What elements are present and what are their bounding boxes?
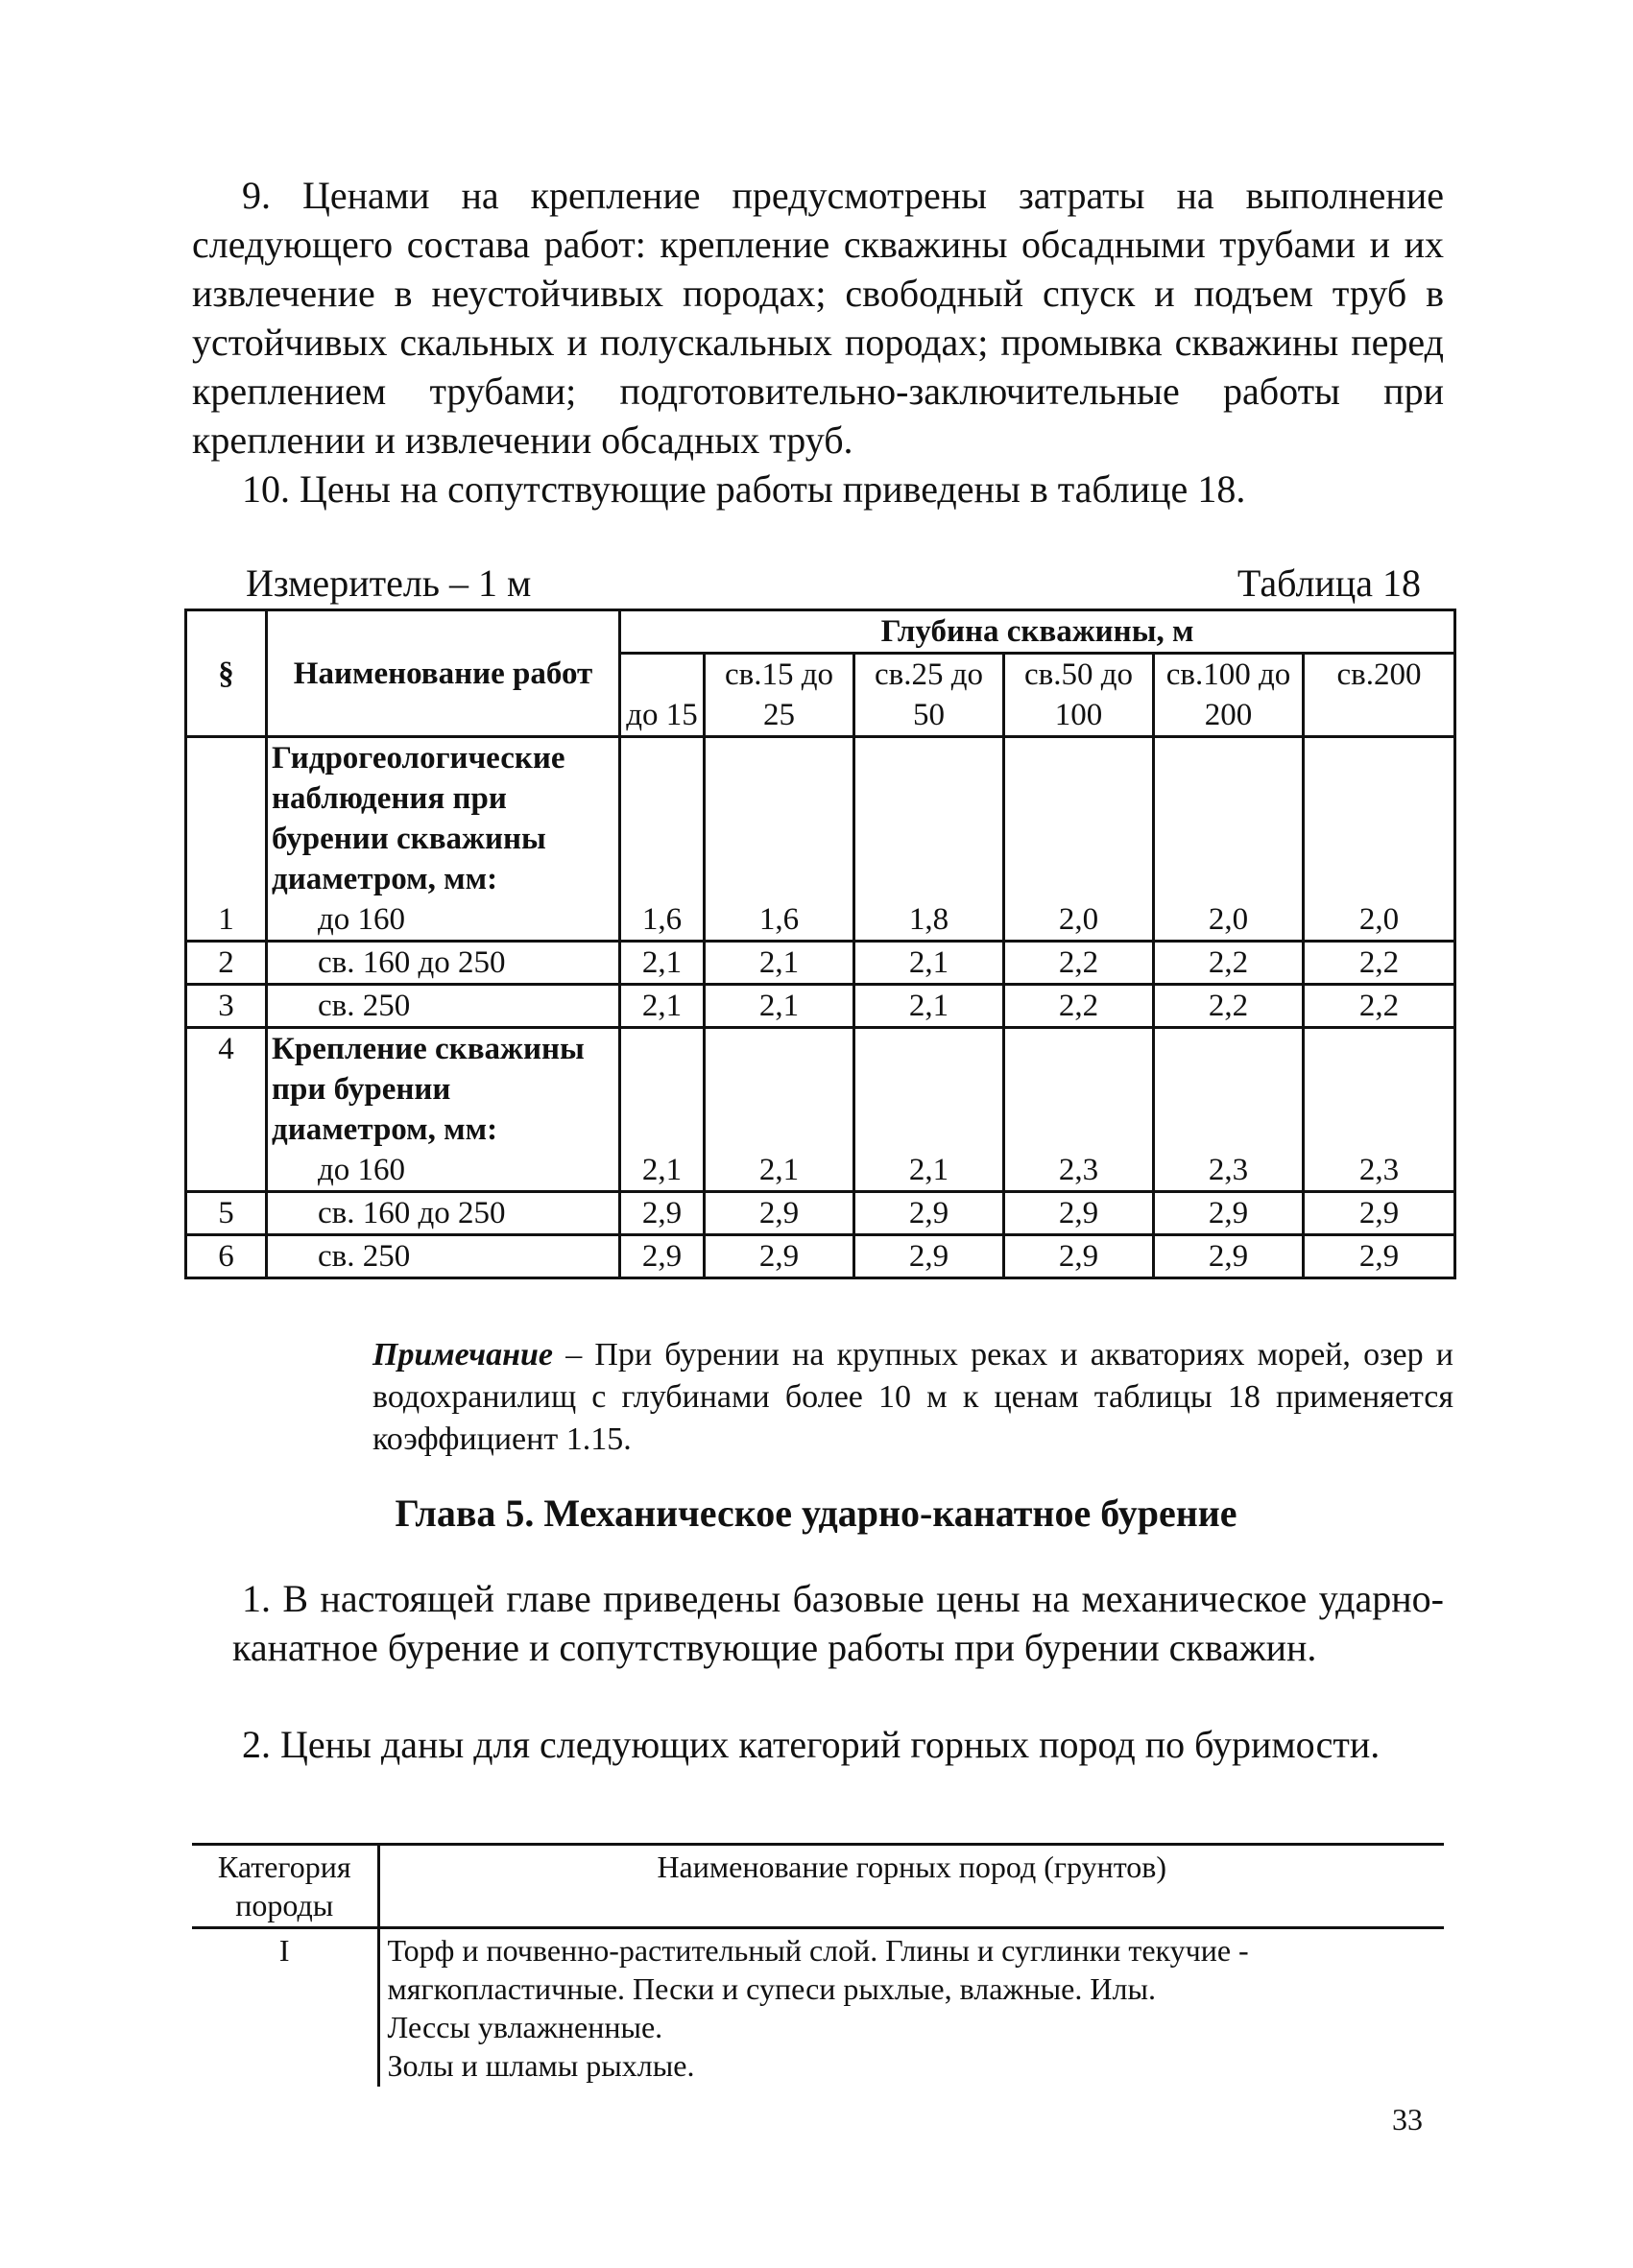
table-row [186,1028,1455,1192]
row-number: 2 [186,942,267,985]
table-cell: 2,1 [705,942,854,985]
row-group-label [267,737,620,942]
table-title: Таблица 18 [1237,561,1421,605]
table-cell: 2,9 [1304,1235,1455,1278]
row-label: св. 250 [267,985,620,1028]
row-number: 1 [186,737,267,942]
table-cell: 2,0 [1004,737,1154,942]
table-cell: 2,9 [620,1192,705,1235]
table-cell: 2,3 [1004,1028,1154,1192]
table-row [186,737,1455,942]
table-cell: 2,9 [705,1235,854,1278]
table-cell: 1,6 [620,737,705,942]
page-number: 33 [1392,2102,1423,2137]
table-row [192,1928,1444,2088]
chapter-paragraph-2 [232,1720,1444,1769]
table-cell: 2,1 [854,985,1004,1028]
row-number: 6 [186,1235,267,1278]
depth-col-header: св.200 [1304,654,1455,737]
table-cell: 2,9 [854,1192,1004,1235]
depth-col-header: св.15 до 25 [705,654,854,737]
chapter-paragraph-1 [232,1574,1444,1672]
table-cell: 2,9 [1004,1235,1154,1278]
row-group-label [267,1028,620,1192]
depth-col-header: св.25 до 50 [854,654,1004,737]
table-row [186,1192,1455,1235]
table-cell: 2,9 [1154,1192,1304,1235]
column-header-section: § [186,610,267,737]
row-label: св. 160 до 250 [267,1192,620,1235]
table-cell: 2,2 [1004,985,1154,1028]
table-header-row-1 [186,610,1455,654]
table-cell: 2,1 [620,942,705,985]
group-title: Гидрогеологические наблюдения при бурении скважины диаметром, мм: [272,741,565,896]
chapter-title: Глава 5. Механическое ударно-канатное бурение [395,1492,1237,1535]
table-cell: 2,1 [854,942,1004,985]
chapter-paragraph-2-text: 2. Цены даны для следующих категорий горных пород по буримости. [242,1723,1381,1766]
table-cell: 2,9 [620,1235,705,1278]
table-cell: 2,9 [705,1192,854,1235]
table-cell: 2,9 [854,1235,1004,1278]
paragraph-10 [192,465,1444,513]
table-cell: 2,2 [1154,985,1304,1028]
rock-description [378,1928,1444,2088]
note-text: – При бурении на крупных реках и акваториях морей, озер и водохранилищ с глубинами более 10 м к ценам таблицы 18 применяется коэффициент 1.15. [372,1337,1453,1457]
column-header-name: Наименование работ [267,610,620,737]
table-measure: Измеритель – 1 м [246,561,532,605]
category-value: I [192,1928,378,2088]
row-label: до 160 [318,1153,406,1187]
table-cell: 2,0 [1304,737,1455,942]
row-number: 5 [186,1192,267,1235]
paragraph-9-text: 9. Ценами на крепление предусмотрены затраты на выполнение следующего состава работ: крепление скважины обсадными трубами и их извлечение в неустойчивых породах; свободный спуск и подъем труб в устойчивых скальных и полускальных породах; промывка скважины перед креплением трубами; подготовительно-заключительные работы при креплении и извлечении обсадных труб. [192,174,1444,462]
row-label: св. 250 [267,1235,620,1278]
table-cell: 2,3 [1304,1028,1455,1192]
table-row [186,942,1455,985]
row-label: до 160 [318,902,406,937]
paragraph-10-text: 10. Цены на сопутствующие работы приведены в таблице 18. [242,467,1246,511]
table-cell: 2,1 [620,985,705,1028]
row-label: св. 160 до 250 [267,942,620,985]
table-18-caption [246,561,1421,607]
table-cell: 2,9 [1004,1192,1154,1235]
rock-description-line: Торф и почвенно-растительный слой. Глины и суглинки текучие - мягкопластичные. Пески и супеси рыхлые, влажные. Илы. [387,1933,1249,2006]
table-cell: 1,6 [705,737,854,942]
rock-description-line: Лессы увлажненные. [387,2010,663,2044]
depth-col-header: св.50 до 100 [1004,654,1154,737]
rock-category-table [192,1843,1444,2087]
table-cell: 2,2 [1304,985,1455,1028]
table-cell: 2,1 [705,985,854,1028]
depth-col-header: св.100 до 200 [1154,654,1304,737]
table-cell: 2,2 [1154,942,1304,985]
table-row [186,1235,1455,1278]
table-row [186,985,1455,1028]
group-title: Крепление скважины при бурении диаметром, мм: [272,1032,585,1147]
column-header-rock-name: Наименование горных пород (грунтов) [378,1845,1444,1928]
rock-description-line: Золы и шламы рыхлые. [387,2048,695,2083]
table-18 [184,609,1456,1279]
table-cell: 2,1 [620,1028,705,1192]
row-number: 4 [186,1028,267,1192]
table-cell: 2,1 [705,1028,854,1192]
column-header-category: Категория породы [192,1845,378,1928]
table-cell: 2,9 [1154,1235,1304,1278]
table-cell: 2,2 [1304,942,1455,985]
column-header-depth: Глубина скважины, м [620,610,1455,654]
table-cell: 2,0 [1154,737,1304,942]
chapter-paragraph-1-text: 1. В настоящей главе приведены базовые цены на механическое ударно-канатное бурение и сопутствующие работы при бурении скважин. [232,1577,1444,1669]
table-cell: 2,2 [1004,942,1154,985]
table-cell: 2,1 [854,1028,1004,1192]
table-cell: 1,8 [854,737,1004,942]
table-cell: 2,3 [1154,1028,1304,1192]
row-number: 3 [186,985,267,1028]
table-note [372,1334,1453,1461]
table-cell: 2,9 [1304,1192,1455,1235]
note-label: Примечание [372,1337,554,1373]
table-header-row [192,1845,1444,1928]
depth-col-header: до 15 [620,654,705,737]
paragraph-9 [192,171,1444,465]
